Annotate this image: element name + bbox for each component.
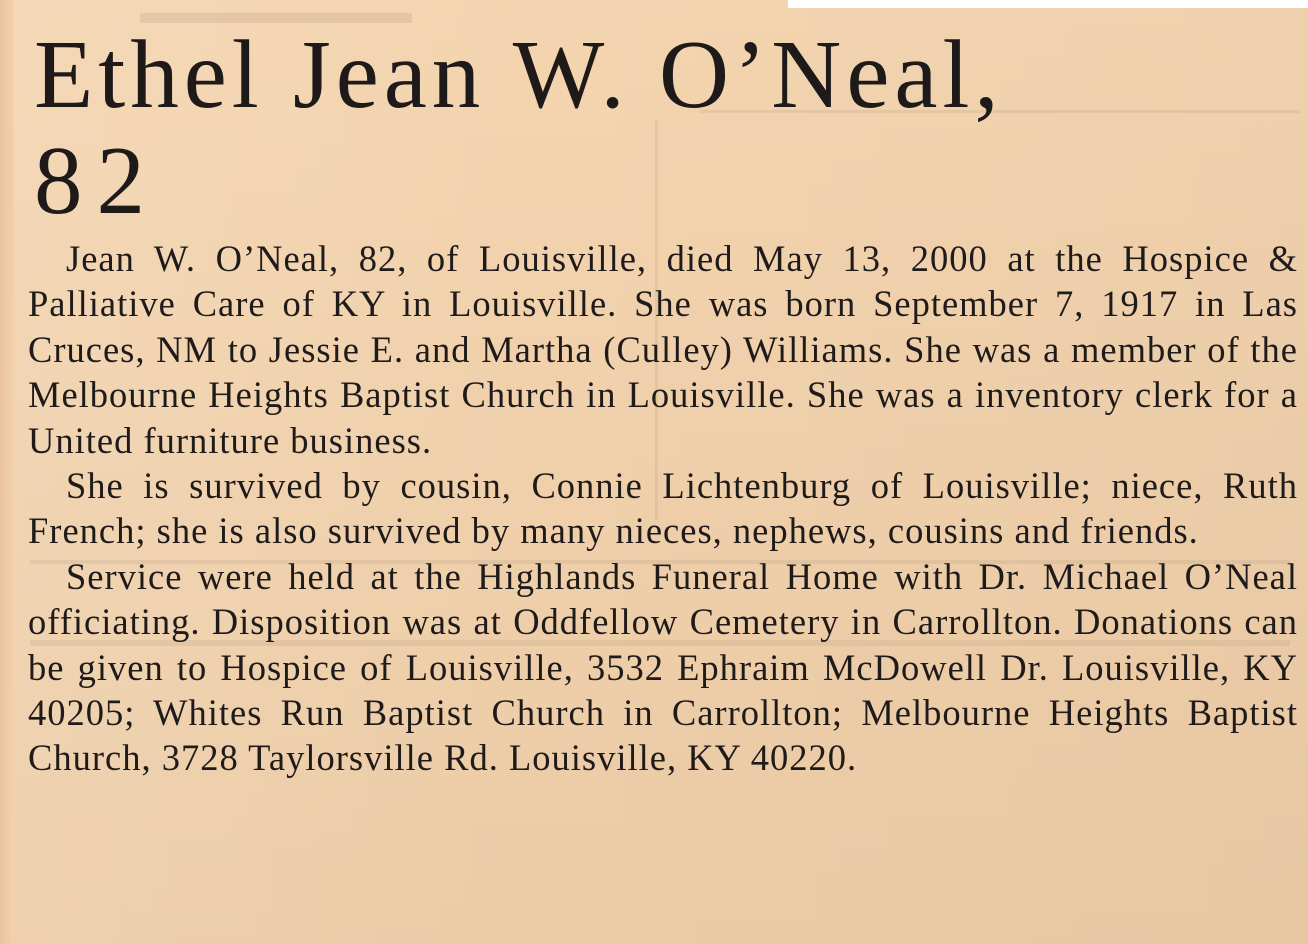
show-through-text: ▬▬▬▬▬▬▬▬ — [140, 0, 412, 31]
obituary-headline — [34, 22, 1284, 234]
obituary-body — [28, 236, 1298, 781]
paper-left-edge — [0, 0, 14, 944]
obituary-name: Ethel Jean W. O’Neal, — [34, 21, 1004, 128]
obituary-paragraph-survivors: She is survived by cousin, Connie Lichtenburg of Louisville; niece, Ruth French; she is also survived by many nieces, nephews, cousins and friends. — [28, 465, 1298, 552]
obituary-age: 82 — [34, 127, 159, 234]
scan-background — [788, 0, 1308, 8]
obituary-paragraph-services: Service were held at the Highlands Funeral Home with Dr. Michael O’Neal officiating. Disposition was at Oddfellow Cemetery in Carrollton. Donations can be given to Hospice of Louisville, 3532 Ephraim McDowell Dr. Louisville, KY 40205; Whites Run Baptist Church in Carrollton; Melbourne Heights Baptist Church, 3728 Taylorsville Rd. Louisville, KY 40220. — [28, 555, 1298, 779]
obituary-paragraph-death: Jean W. O’Neal, 82, of Louisville, died May 13, 2000 at the Hospice & Palliative Care of KY in Louisville. She was born September 7, 1917 in Las Cruces, NM to Jessie E. and Martha (Culley) Williams. She was a member of the Melbourne Heights Baptist Church in Louisville. She was a inventory clerk for a United furniture business. — [28, 238, 1298, 461]
